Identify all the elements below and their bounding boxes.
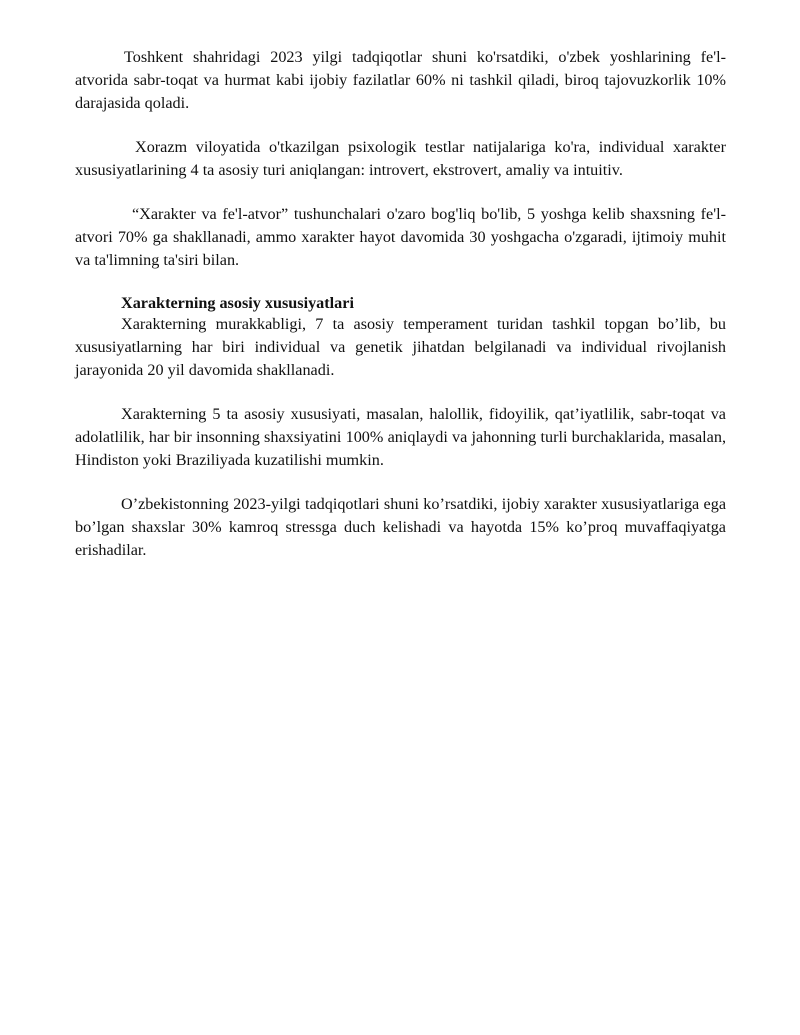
paragraph-khorezm-tests: Xorazm viloyatida o'tkazilgan psixologik testlar natijalariga ko'ra, individual xarakter xususiyatlarining 4 ta asosiy turi aniqlangan: introvert, ekstrovert, amaliy va intuitiv. xyxy=(75,138,726,179)
paragraph-five-traits: Xarakterning 5 ta asosiy xususiyati, masalan, halollik, fidoyilik, qat’iyatlilik, sabr-toqat va adolatlilik, har bir insonning shaxsiyatini 100% aniqlaydi va jahonning turli burchaklarida, masalan, Hindiston yoki Braziliyada kuzatilishi mumkin. xyxy=(75,405,726,469)
document-page xyxy=(75,46,726,562)
paragraph-character-complexity: Xarakterning murakkabligi, 7 ta asosiy temperament turidan tashkil topgan bo’lib, bu xususiyatlarning har biri individual va genetik jihatdan belgilanadi va individual rivojlanish jarayonida 20 yil davomida shakllanadi. xyxy=(75,315,726,379)
paragraph-uzbekistan-study: O’zbekistonning 2023-yilgi tadqiqotlari shuni ko’rsatdiki, ijobiy xarakter xususiyatlariga ega bo’lgan shaxslar 30% kamroq stressga duch kelishadi va hayotda 15% ko’proq muvaffaqiyatga erishadilar. xyxy=(75,495,726,559)
paragraph-tashkent-study: Toshkent shahridagi 2023 yilgi tadqiqotlar shuni ko'rsatdiki, o'zbek yoshlarining fe'l-atvorida sabr-toqat va hurmat kabi ijobiy fazilatlar 60% ni tashkil qiladi, biroq tajovuzkorlik 10% darajasida qoladi. xyxy=(75,48,726,112)
section-heading: Xarakterning asosiy xususiyatlari xyxy=(121,294,354,312)
paragraph-character-temperament: “Xarakter va fe'l-atvor” tushunchalari o'zaro bog'liq bo'lib, 5 yoshga kelib shaxsning fe'l-atvori 70% ga shakllanadi, ammo xarakter hayot davomida 30 yoshgacha o'zgaradi, ijtimoiy muhit va ta'limning ta'siri bilan. xyxy=(75,205,726,269)
